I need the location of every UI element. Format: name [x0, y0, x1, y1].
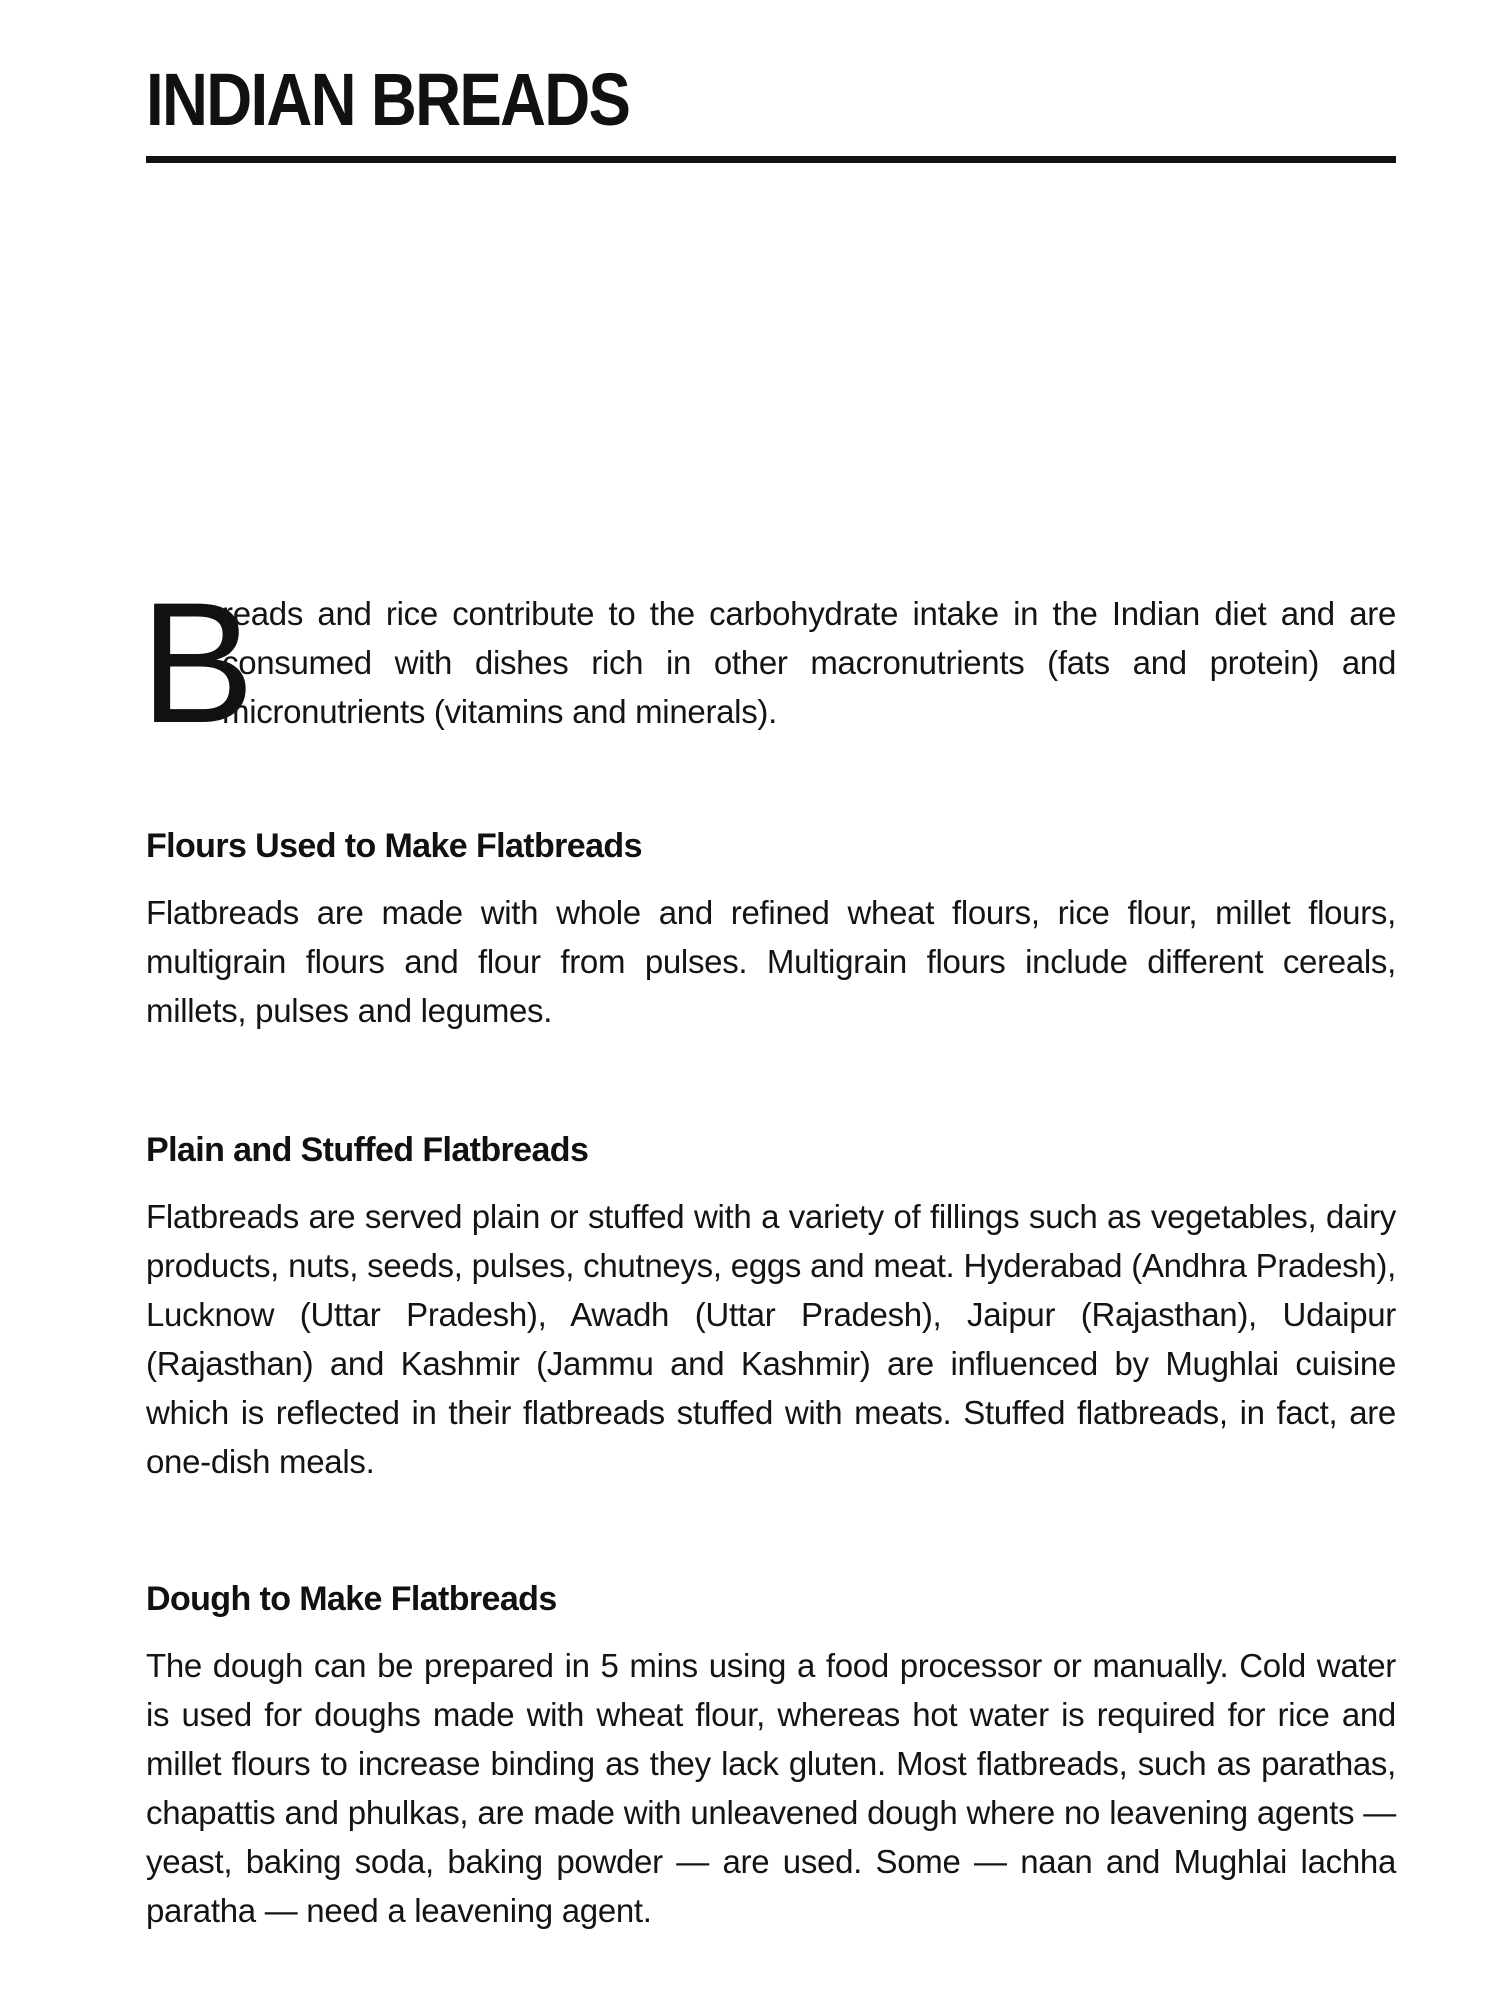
page-title: INDIAN BREADS: [146, 58, 630, 141]
intro-paragraph: [140, 567, 1396, 759]
title-rule: [146, 156, 1396, 163]
intro-text: reads and rice contribute to the carbohydrate intake in the Indian diet and are consumed with dishes rich in other macronutrients (fats and protein) and micronutrients (vitamins and minerals).: [222, 595, 1396, 730]
section-heading-dough: Dough to Make Flatbreads: [146, 1580, 557, 1618]
section-heading-plain-stuffed: Plain and Stuffed Flatbreads: [146, 1131, 589, 1169]
section-body-flours: Flatbreads are made with whole and refined wheat flours, rice flour, millet flours, multigrain flours and flour from pulses. Multigrain flours include different cereals, millets, pulses and legumes.: [146, 894, 1396, 1029]
section-body-dough: The dough can be prepared in 5 mins using a food processor or manually. Cold water is used for doughs made with wheat flour, whereas hot water is required for rice and millet flours to increase binding as they lack gluten. Most flatbreads, such as parathas, chapattis and phulkas, are made with unleavened dough where no leavening agents — yeast, baking soda, baking powder — are used. Some — naan and Mughlai lachha paratha — need a leavening agent.: [146, 1647, 1396, 1929]
drop-cap: B: [140, 567, 255, 759]
section-heading-flours: Flours Used to Make Flatbreads: [146, 827, 642, 865]
section-body-plain-stuffed: Flatbreads are served plain or stuffed with a variety of fillings such as vegetables, dairy products, nuts, seeds, pulses, chutneys, eggs and meat. Hyderabad (Andhra Pradesh), Lucknow (Uttar Pradesh), Awadh (Uttar Pradesh), Jaipur (Rajasthan), Udaipur (Rajasthan) and Kashmir (Jammu and Kashmir) are influenced by Mughlai cuisine which is reflected in their flatbreads stuffed with meats. Stuffed flatbreads, in fact, are one-dish meals.: [146, 1198, 1396, 1480]
